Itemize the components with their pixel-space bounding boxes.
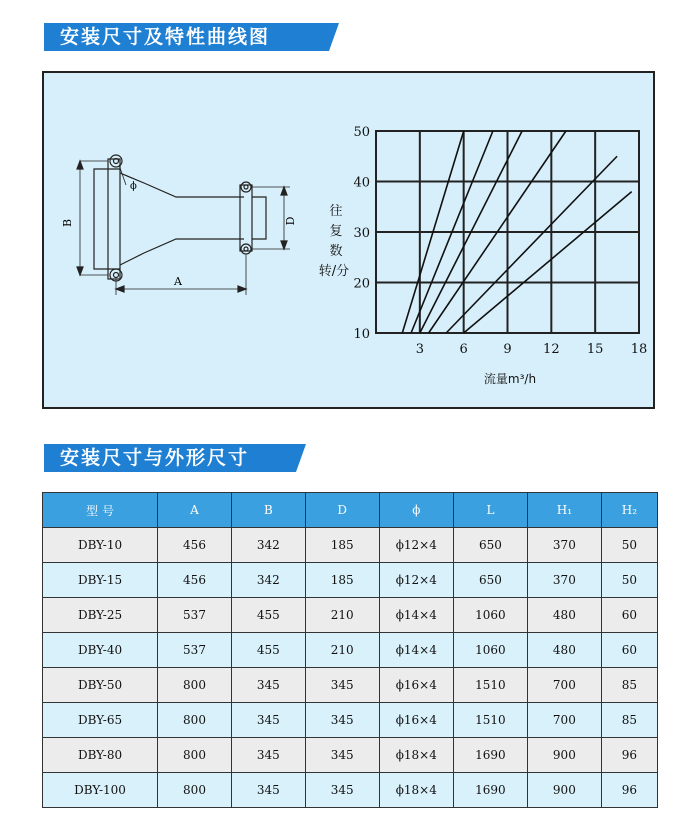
table-cell: 50 — [601, 563, 657, 598]
table-body — [43, 528, 658, 808]
table-cell: ϕ12×4 — [379, 563, 453, 598]
y-tick-label: 30 — [353, 226, 370, 241]
table-cell: DBY-80 — [43, 738, 158, 773]
dim-label-d: D — [284, 216, 297, 226]
x-tick-label: 6 — [459, 342, 468, 357]
table-cell: 900 — [527, 738, 601, 773]
chart-x-axis-label: 流量m³/h — [483, 372, 537, 386]
table-cell: 537 — [158, 598, 232, 633]
diagram-svg — [44, 73, 657, 411]
y-tick-label: 10 — [353, 327, 370, 342]
table-cell: 96 — [601, 738, 657, 773]
dim-label-a: A — [174, 275, 182, 288]
table-cell: 60 — [601, 633, 657, 668]
table-cell: ϕ18×4 — [379, 738, 453, 773]
table-cell: 480 — [527, 598, 601, 633]
table-cell: DBY-100 — [43, 773, 158, 808]
y-label-line-4: 转/分 — [318, 264, 350, 279]
table-cell: ϕ14×4 — [379, 598, 453, 633]
table-cell: 800 — [158, 738, 232, 773]
table-row — [43, 633, 658, 668]
table-header-cell: L — [453, 493, 527, 528]
table-cell: ϕ12×4 — [379, 528, 453, 563]
table-row — [43, 773, 658, 808]
mechanical-drawing — [77, 155, 290, 295]
series-line-6 — [464, 192, 632, 333]
table-cell: ϕ16×4 — [379, 703, 453, 738]
table-header-row — [43, 493, 658, 528]
table-row — [43, 703, 658, 738]
chart-y-ticks — [353, 125, 370, 342]
table-row — [43, 668, 658, 703]
table-cell: ϕ18×4 — [379, 773, 453, 808]
table-cell: 370 — [527, 563, 601, 598]
x-tick-label: 15 — [586, 342, 604, 357]
diagram-panel — [42, 71, 655, 409]
table-cell: 345 — [305, 738, 379, 773]
table-cell: 455 — [231, 633, 305, 668]
table-cell: 60 — [601, 598, 657, 633]
table-row — [43, 528, 658, 563]
x-tick-label: 18 — [630, 342, 648, 357]
table-cell: 650 — [453, 528, 527, 563]
table-cell: 345 — [305, 773, 379, 808]
table-row — [43, 563, 658, 598]
right-flange — [240, 185, 252, 251]
table-cell: 185 — [305, 563, 379, 598]
table-row — [43, 598, 658, 633]
table-row — [43, 738, 658, 773]
table-header-cell: B — [231, 493, 305, 528]
x-tick-label: 12 — [543, 342, 560, 357]
y-tick-label: 40 — [353, 175, 370, 191]
section-title-dimensions-text: 安装尺寸与外形尺寸 — [60, 447, 250, 469]
table-cell: 480 — [527, 633, 601, 668]
y-tick-label: 20 — [353, 276, 370, 292]
section-title-curves — [44, 23, 329, 51]
table-cell: DBY-10 — [43, 528, 158, 563]
table-cell: 210 — [305, 633, 379, 668]
y-label-line-2: 复 — [329, 224, 343, 239]
table-header-cell: D — [305, 493, 379, 528]
dim-label-phi: ϕ — [130, 181, 137, 192]
y-label-line-3: 数 — [329, 244, 343, 259]
table-cell: 85 — [601, 703, 657, 738]
table-cell: 1060 — [453, 598, 527, 633]
table-cell: 800 — [158, 703, 232, 738]
table-cell: ϕ16×4 — [379, 668, 453, 703]
table-cell: 800 — [158, 773, 232, 808]
table-cell: 700 — [527, 668, 601, 703]
table-cell: 50 — [601, 528, 657, 563]
table-header-cell: ϕ — [379, 493, 453, 528]
section-title-dimensions — [44, 444, 296, 472]
table-header-cell: 型 号 — [43, 493, 158, 528]
table-header-cell: H₁ — [527, 493, 601, 528]
table-cell: 1690 — [453, 738, 527, 773]
table-cell: 342 — [231, 563, 305, 598]
flow-chart — [353, 125, 647, 357]
right-bolt-top — [241, 182, 251, 192]
table-cell: DBY-50 — [43, 668, 158, 703]
table-cell: ϕ14×4 — [379, 633, 453, 668]
table-cell: 900 — [527, 773, 601, 808]
table-header-cell: A — [158, 493, 232, 528]
table-cell: 700 — [527, 703, 601, 738]
table-cell: 345 — [305, 703, 379, 738]
table-cell: 345 — [231, 668, 305, 703]
section-title-curves-text: 安装尺寸及特性曲线图 — [60, 26, 271, 48]
table-cell: 1510 — [453, 668, 527, 703]
table-cell: 210 — [305, 598, 379, 633]
left-flange — [108, 159, 120, 279]
table-cell: 345 — [231, 738, 305, 773]
table-cell: 1060 — [453, 633, 527, 668]
table-cell: 537 — [158, 633, 232, 668]
table-cell: DBY-40 — [43, 633, 158, 668]
table-cell: 1690 — [453, 773, 527, 808]
table-cell: 456 — [158, 563, 232, 598]
table-cell: DBY-15 — [43, 563, 158, 598]
chart-y-axis-label — [319, 204, 349, 279]
table-cell: DBY-25 — [43, 598, 158, 633]
table-cell: 1510 — [453, 703, 527, 738]
right-bolt-bottom — [241, 244, 251, 254]
dim-label-b: B — [61, 218, 74, 228]
table-cell: 800 — [158, 668, 232, 703]
table-cell: 456 — [158, 528, 232, 563]
table-cell: 345 — [305, 668, 379, 703]
x-tick-label: 9 — [503, 342, 512, 357]
table-cell: 370 — [527, 528, 601, 563]
chart-x-ticks — [416, 342, 648, 357]
y-label-line-1: 往 — [329, 204, 343, 219]
table-cell: 96 — [601, 773, 657, 808]
table-cell: 455 — [231, 598, 305, 633]
table-cell: 342 — [231, 528, 305, 563]
table-header-cell: H₂ — [601, 493, 657, 528]
table-cell: DBY-65 — [43, 703, 158, 738]
x-tick-label: 3 — [415, 342, 424, 357]
table-cell: 345 — [231, 703, 305, 738]
table-cell: 650 — [453, 563, 527, 598]
table-cell: 85 — [601, 668, 657, 703]
table-cell: 345 — [231, 773, 305, 808]
y-tick-label: 50 — [353, 125, 370, 140]
spec-table — [42, 492, 658, 808]
table-cell: 185 — [305, 528, 379, 563]
